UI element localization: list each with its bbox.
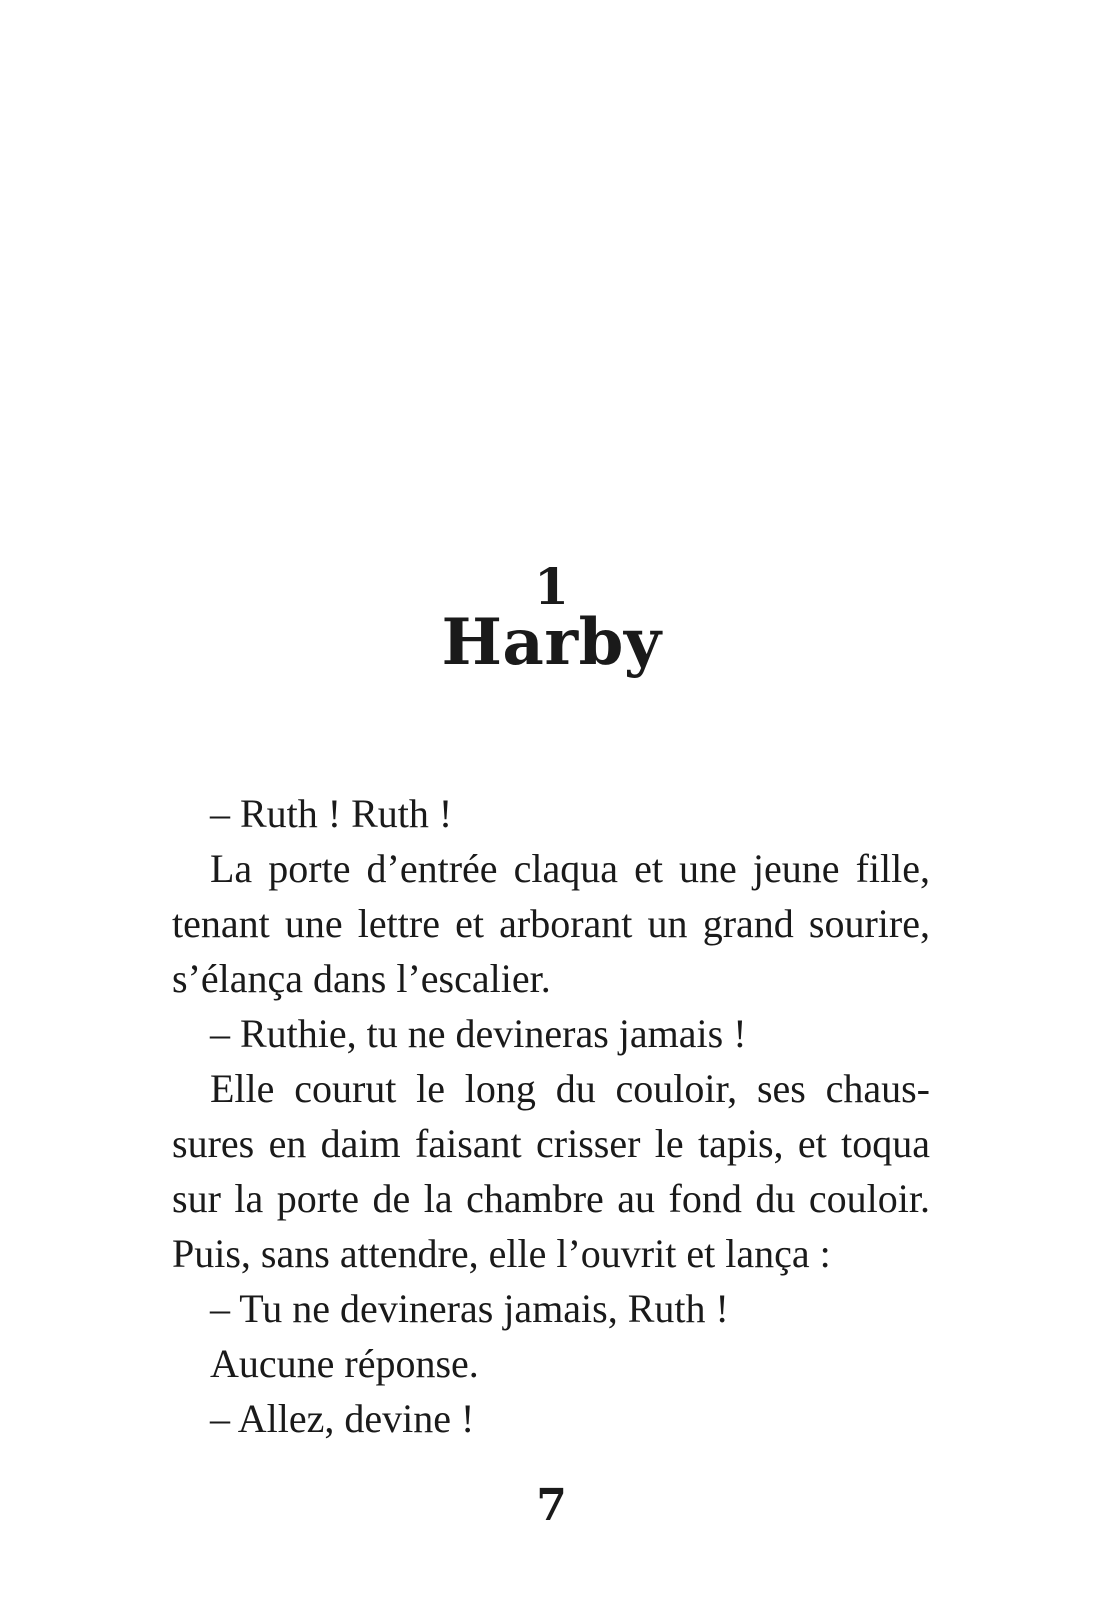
text-line: sur la porte de la chambre au fond du couloir.	[172, 1176, 930, 1221]
text-line: Elle courut le long du couloir, ses chaus-	[210, 1066, 930, 1111]
text-line: – Ruthie, tu ne devineras jamais !	[210, 1011, 747, 1056]
body-text	[172, 786, 930, 1446]
text-line: – Allez, devine !	[210, 1396, 475, 1441]
text-line: – Ruth ! Ruth !	[210, 791, 453, 836]
text-line: tenant une lettre et arborant un grand sourire,	[172, 901, 930, 946]
chapter-title: Harby	[441, 605, 662, 680]
chapter-number: 1	[534, 557, 569, 616]
text-line: sures en daim faisant crisser le tapis, et toqua	[172, 1121, 930, 1166]
page-number: 7	[536, 1480, 567, 1531]
text-line: Puis, sans attendre, elle l’ouvrit et lança :	[172, 1231, 831, 1276]
text-line: La porte d’entrée claqua et une jeune fille,	[210, 846, 930, 891]
text-line: Aucune réponse.	[210, 1341, 479, 1386]
text-line: s’élança dans l’escalier.	[172, 956, 551, 1001]
text-line: – Tu ne devineras jamais, Ruth !	[210, 1286, 729, 1331]
